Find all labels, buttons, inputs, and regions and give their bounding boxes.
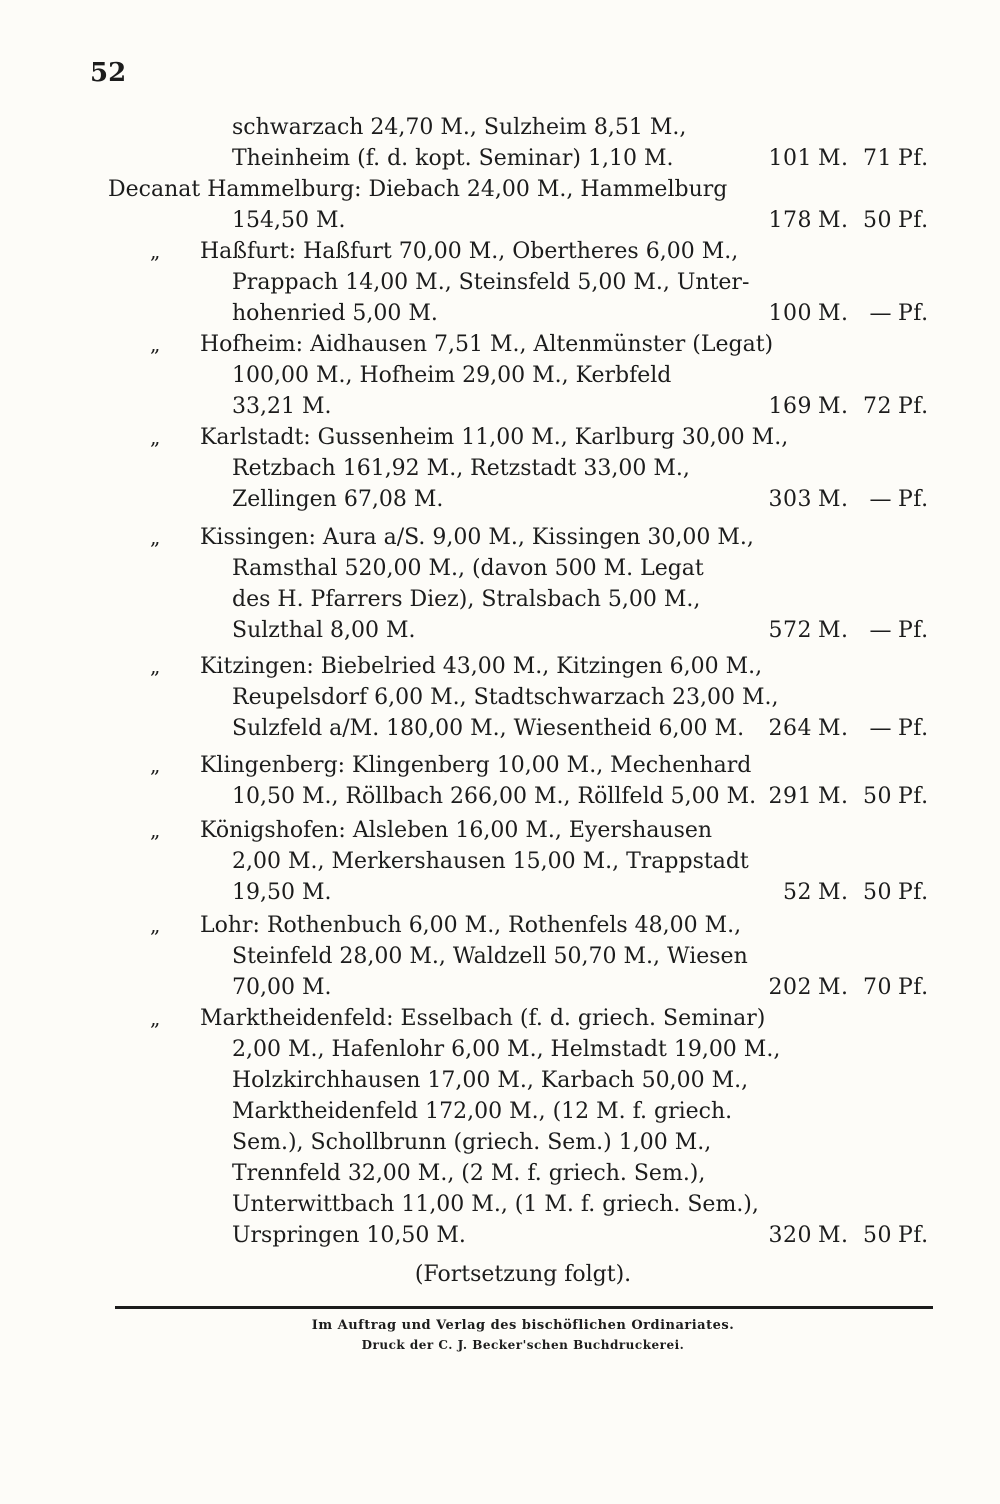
entry-line: Karlstadt: Gussenheim 11,00 M., Karlburg 30,00 M., bbox=[200, 425, 789, 450]
entry-line: Reupelsdorf 6,00 M., Stadtschwarzach 23,00 M., bbox=[232, 685, 779, 710]
entry-amount: 202 M. 70 Pf. bbox=[768, 975, 929, 1000]
entry-line: Prappach 14,00 M., Steinsfeld 5,00 M., Unter- bbox=[232, 270, 750, 295]
entry-line: Lohr: Rothenbuch 6,00 M., Rothenfels 48,00 M., bbox=[200, 913, 742, 938]
entry-amount: 320 M. 50 Pf. bbox=[768, 1223, 929, 1248]
entry-amount: 303 M. — Pf. bbox=[768, 487, 929, 512]
entry-amount: 178 M. 50 Pf. bbox=[768, 208, 929, 233]
ditto-mark: „ bbox=[150, 239, 161, 263]
entry-line: Retzbach 161,92 M., Retzstadt 33,00 M., bbox=[232, 456, 690, 481]
ditto-mark: „ bbox=[150, 753, 161, 777]
entry-line: Marktheidenfeld: Esselbach (f. d. griech. Seminar) bbox=[200, 1006, 766, 1031]
ditto-mark: „ bbox=[150, 654, 161, 678]
ditto-mark: „ bbox=[150, 525, 161, 549]
ditto-mark: „ bbox=[150, 913, 161, 937]
entry-amount: 101 M. 71 Pf. bbox=[768, 146, 929, 171]
entry-line: 154,50 M. bbox=[232, 208, 346, 233]
entry-line: 19,50 M. bbox=[232, 880, 332, 905]
entry-amount: 100 M. — Pf. bbox=[768, 301, 929, 326]
entry-amount: 52 M. 50 Pf. bbox=[783, 880, 929, 905]
entry-line: Hofheim: Aidhausen 7,51 M., Altenmünster (Legat) bbox=[200, 332, 774, 357]
entry-amount: 291 M. 50 Pf. bbox=[768, 784, 929, 809]
entry-amount: 169 M. 72 Pf. bbox=[768, 394, 929, 419]
imprint-printer: Druck der C. J. Becker'schen Buchdruckerei. bbox=[361, 1338, 685, 1352]
ditto-mark: „ bbox=[150, 332, 161, 356]
entry-line: 33,21 M. bbox=[232, 394, 332, 419]
entry-line: hohenried 5,00 M. bbox=[232, 301, 438, 326]
entry-line: Decanat Hammelburg: Diebach 24,00 M., Hammelburg bbox=[108, 177, 728, 202]
entry-line: Theinheim (f. d. kopt. Seminar) 1,10 M. bbox=[232, 146, 674, 171]
entry-line: Klingenberg: Klingenberg 10,00 M., Mechenhard bbox=[200, 753, 752, 778]
imprint-publisher: Im Auftrag und Verlag des bischöflichen Ordinariates. bbox=[311, 1318, 735, 1333]
entry-line: Urspringen 10,50 M. bbox=[232, 1223, 466, 1248]
page-number: 52 bbox=[90, 58, 127, 88]
entry-line: Unterwittbach 11,00 M., (1 M. f. griech. Sem.), bbox=[232, 1192, 759, 1217]
entry-line: Trennfeld 32,00 M., (2 M. f. griech. Sem.), bbox=[232, 1161, 706, 1186]
entry-line: Sulzfeld a/M. 180,00 M., Wiesentheid 6,00 M. bbox=[232, 716, 745, 741]
entry-line: 10,50 M., Röllbach 266,00 M., Röllfeld 5,00 M. bbox=[232, 784, 757, 809]
entry-line: Königshofen: Alsleben 16,00 M., Eyershausen bbox=[200, 818, 713, 843]
entry-line: 2,00 M., Merkershausen 15,00 M., Trappstadt bbox=[232, 849, 749, 874]
entry-line: schwarzach 24,70 M., Sulzheim 8,51 M., bbox=[232, 115, 687, 140]
entry-line: Zellingen 67,08 M. bbox=[232, 487, 444, 512]
entry-line: Steinfeld 28,00 M., Waldzell 50,70 M., Wiesen bbox=[232, 944, 748, 969]
entry-line: Holzkirchhausen 17,00 M., Karbach 50,00 M., bbox=[232, 1068, 749, 1093]
entry-line: 70,00 M. bbox=[232, 975, 332, 1000]
entry-line: 2,00 M., Hafenlohr 6,00 M., Helmstadt 19,00 M., bbox=[232, 1037, 781, 1062]
entry-line: Haßfurt: Haßfurt 70,00 M., Obertheres 6,00 M., bbox=[200, 239, 739, 264]
entry-line: Kissingen: Aura a/S. 9,00 M., Kissingen 30,00 M., bbox=[200, 525, 754, 550]
continuation-note: (Fortsetzung folgt). bbox=[414, 1262, 632, 1287]
entry-line: des H. Pfarrers Diez), Stralsbach 5,00 M., bbox=[232, 587, 701, 612]
entry-line: Kitzingen: Biebelried 43,00 M., Kitzingen 6,00 M., bbox=[200, 654, 763, 679]
entry-line: Sem.), Schollbrunn (griech. Sem.) 1,00 M., bbox=[232, 1130, 712, 1155]
ditto-mark: „ bbox=[150, 1006, 161, 1030]
entry-line: 100,00 M., Hofheim 29,00 M., Kerbfeld bbox=[232, 363, 672, 388]
entry-line: Sulzthal 8,00 M. bbox=[232, 618, 416, 643]
ditto-mark: „ bbox=[150, 818, 161, 842]
entry-amount: 572 M. — Pf. bbox=[768, 618, 929, 643]
entry-line: Marktheidenfeld 172,00 M., (12 M. f. griech. bbox=[232, 1099, 733, 1124]
entry-line: Ramsthal 520,00 M., (davon 500 M. Legat bbox=[232, 556, 704, 581]
footer-divider bbox=[115, 1306, 933, 1309]
ditto-mark: „ bbox=[150, 425, 161, 449]
entry-amount: 264 M. — Pf. bbox=[768, 716, 929, 741]
